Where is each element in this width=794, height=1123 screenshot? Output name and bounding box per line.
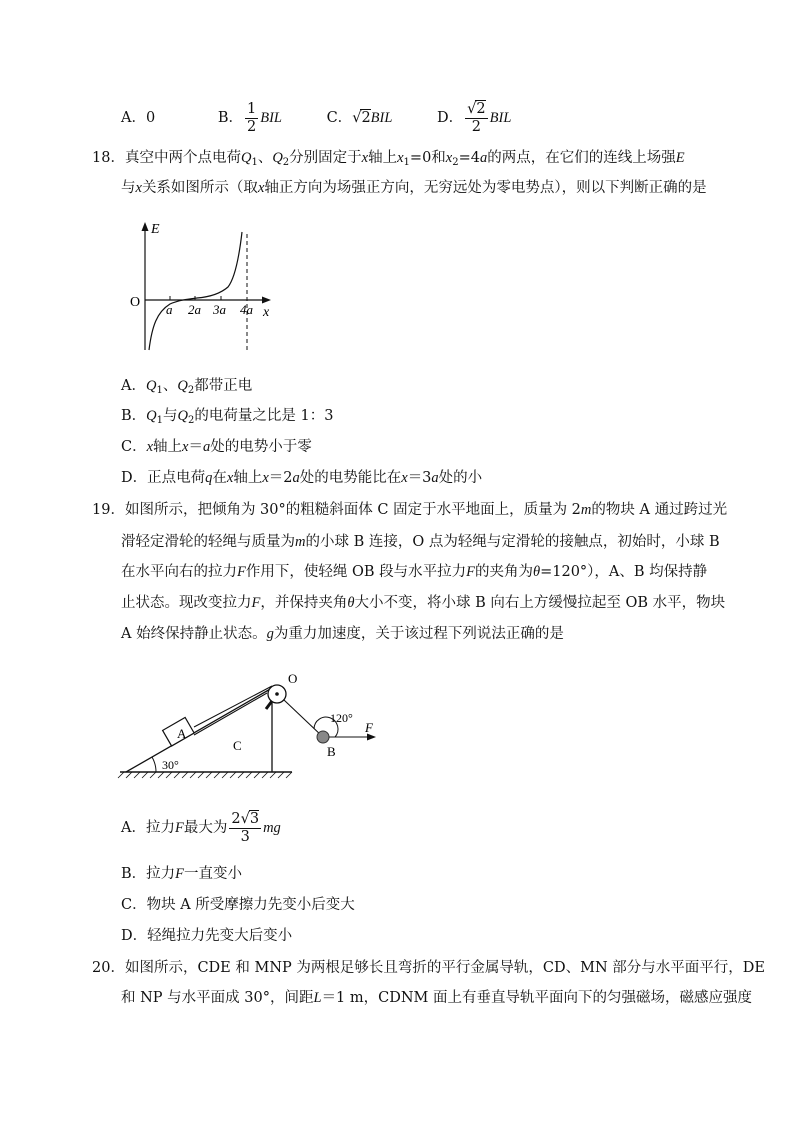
ball-b: [317, 731, 329, 743]
q19-stem-line5: A 始终保持静止状态。g为重力加速度，关于该过程下列说法正确的是: [121, 626, 564, 642]
q18-ex-graph: [125, 218, 285, 358]
rope-ob: [284, 700, 323, 737]
incline-angle-arc: [152, 757, 156, 772]
graph-y-label: E: [151, 222, 160, 237]
q17-option-b: B． $\frac{1}{2}$ BIL: [217, 100, 282, 135]
graph-x-label: x: [263, 305, 270, 320]
field-curve-right: [197, 232, 242, 298]
q19-option-d: D．轻绳拉力先变大后变小: [121, 928, 293, 944]
fraction: $\frac{1}{2}$: [246, 100, 257, 135]
y-axis-arrow: [142, 222, 149, 231]
q19-stem-line3: 在水平向右的拉力F作用下，使轻绳 OB 段与水平拉力F的夹角为θ=120°），A、B 均保持静: [121, 564, 708, 580]
label-o: O: [288, 671, 298, 686]
q19-stem-line1: 19．如图所示，把倾角为 30°的粗糙斜面体 C 固定于水平地面上，质量为 2m的物块 A 通过跨过光: [92, 502, 728, 518]
q17-option-c: C．√2BIL: [326, 110, 393, 126]
label-angle-120: 120°: [330, 711, 353, 725]
fraction: $\frac{2√3}{3}$: [231, 810, 260, 845]
fraction: $\frac{√2}{2}$: [467, 100, 486, 135]
graph-tick-4a: 4a: [240, 302, 253, 317]
q18-stem-line2: 与x关系如图所示（取x轴正方向为场强正方向，无穷远处为零电势点），则以下判断正确的是: [121, 180, 707, 196]
label-c: C: [233, 738, 242, 753]
q20-stem-line1: 20．如图所示，CDE 和 MNP 为两根足够长且弯折的平行金属导轨，CD、MN 部分与水平面平行，DE: [92, 960, 765, 976]
q18-stem-line1: 18．真空中两个点电荷$Q_1$、$Q_2$分别固定于x轴上$x_1=0$和$x_2=4a$的两点，在它们的连线上场强E: [92, 150, 685, 168]
q17-option-d: D． $\frac{√2}{2}$ BIL: [437, 100, 512, 135]
q19-stem-line4: 止状态。现改变拉力F，并保持夹角θ大小不变，将小球 B 向右上方缓慢拉起至 OB 水平，物块: [121, 595, 726, 611]
graph-tick-a: a: [166, 302, 173, 317]
label-angle-30: 30°: [162, 758, 179, 772]
rope-a: [194, 686, 272, 727]
q18-option-d: D．正点电荷q在x轴上x＝2a处的电势能比在x＝3a处的小: [121, 470, 483, 486]
q19-option-b: B．拉力F一直变小: [121, 866, 243, 882]
q18-option-c: C．x轴上x＝a处的电势小于零: [121, 439, 312, 455]
q19-incline-figure: [112, 666, 392, 782]
label-a: A: [177, 726, 187, 741]
graph-tick-2a: 2a: [188, 302, 201, 317]
graph-tick-3a: 3a: [213, 302, 226, 317]
rope-a-lower: [194, 693, 267, 735]
q19-stem-line2: 滑轻定滑轮的轻绳与质量为m的小球 B 连接，O 点为轻绳与定滑轮的接触点，初始时，小球 B: [121, 534, 720, 550]
q18-option-a: A．$Q_1$、$Q_2$都带正电: [121, 378, 253, 396]
pulley-axle: [275, 692, 279, 696]
ground-hatch: [118, 772, 292, 778]
x-axis-arrow: [262, 297, 271, 304]
incline-slope: [126, 688, 272, 772]
graph-origin-label: O: [130, 295, 141, 310]
q17-options: [121, 98, 511, 138]
q17-option-a: A．0: [121, 110, 156, 126]
q19-option-a: A．拉力F最大为 $\frac{2√3}{3}$ mg: [121, 810, 281, 845]
q20-stem-line2: 和 NP 与水平面成 30°，间距L＝1 m，CDNM 面上有垂直导轨平面向下的匀强磁场，磁感应强度: [121, 990, 753, 1006]
label-f: F: [365, 720, 373, 735]
q19-option-c: C．物块 A 所受摩擦力先变小后变大: [121, 897, 355, 913]
label-b: B: [327, 744, 336, 759]
q18-option-b: B．$Q_1$与$Q_2$的电荷量之比是 1：3: [121, 408, 334, 426]
